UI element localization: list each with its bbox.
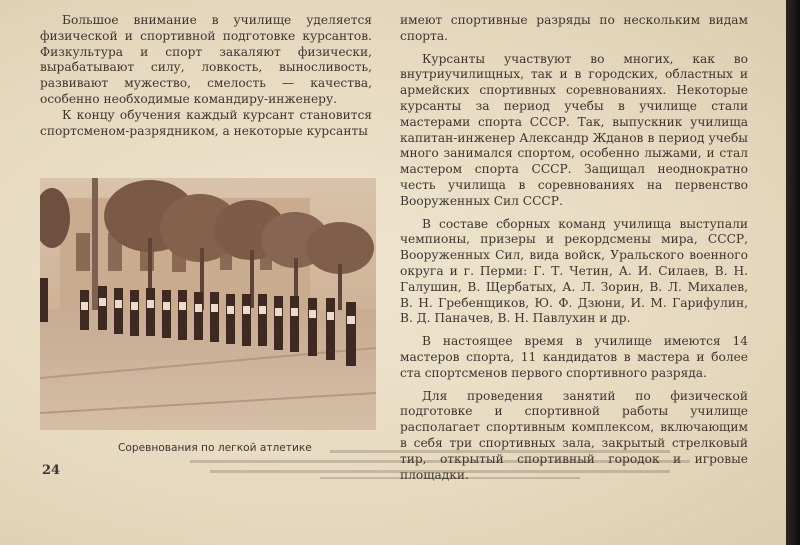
athletics-photo <box>40 178 376 430</box>
right-text-column <box>400 13 748 483</box>
paragraph: Курсанты участвуют во многих, как во внутриучилищных, так и в городских, областных и армейских спортивных соревнованиях. Некоторые курсанты за период учебы в училище стали мастерами спорта СССР. Так, выпускник училища капитан-инженер Александр Жданов в период учебы много занимался спортом, особенно лыжами, и стал мастером спорта СССР. Защищал неоднократно честь училища в соревнованиях на первенство Вооруженных Сил СССР. <box>400 51 748 208</box>
paragraph: В составе сборных команд училища выступали чемпионы, призеры и рекордсмены мира, СССР, Вооруженных Сил, вида войск, Уральского военного округа и г. Перми: Г. Т. Четин, А. И. Силаев, В. Н. Галушин, В. Щербатых, А. Л. Зорин, В. Л. Михалев, В. Н. Гребенщиков, Ю. Ф. Дзюни, И. М. Гарифулин, В. Д. Паначев, В. Н. Павлухин и др. <box>400 216 748 326</box>
paragraph: имеют спортивные разряды по нескольким видам спорта. <box>400 13 748 43</box>
paragraph: В настоящее время в училище имеются 14 мастеров спорта, 11 кандидатов в мастера и более ста спортсменов первого спортивного разряда. <box>400 334 748 380</box>
book-binding-shadow <box>786 0 800 545</box>
photo-illustration <box>40 178 376 430</box>
paragraph: Для проведения занятий по физической подготовке и спортивной работы училище располагает спортивным комплексом, включающим в себя три спортивных зала, закрытый стрелковый тир, открытый спортивный городок и игровые площадки. <box>400 388 748 482</box>
left-text-column <box>40 13 372 139</box>
photo-caption: Соревнования по легкой атлетике <box>118 442 312 454</box>
page-number: 24 <box>42 463 61 478</box>
paragraph: Большое внимание в училище уделяется физической и спортивной подготовке курсантов. Физкультура и спорт закаляют физически, вырабатывают силу, ловкость, выносливость, развивают мужество, смелость — качества, особенно необходимые командиру-инженеру. <box>40 13 372 106</box>
paragraph: К концу обучения каждый курсант становится спортсменом-разрядником, а некоторые курсанты <box>40 107 372 138</box>
